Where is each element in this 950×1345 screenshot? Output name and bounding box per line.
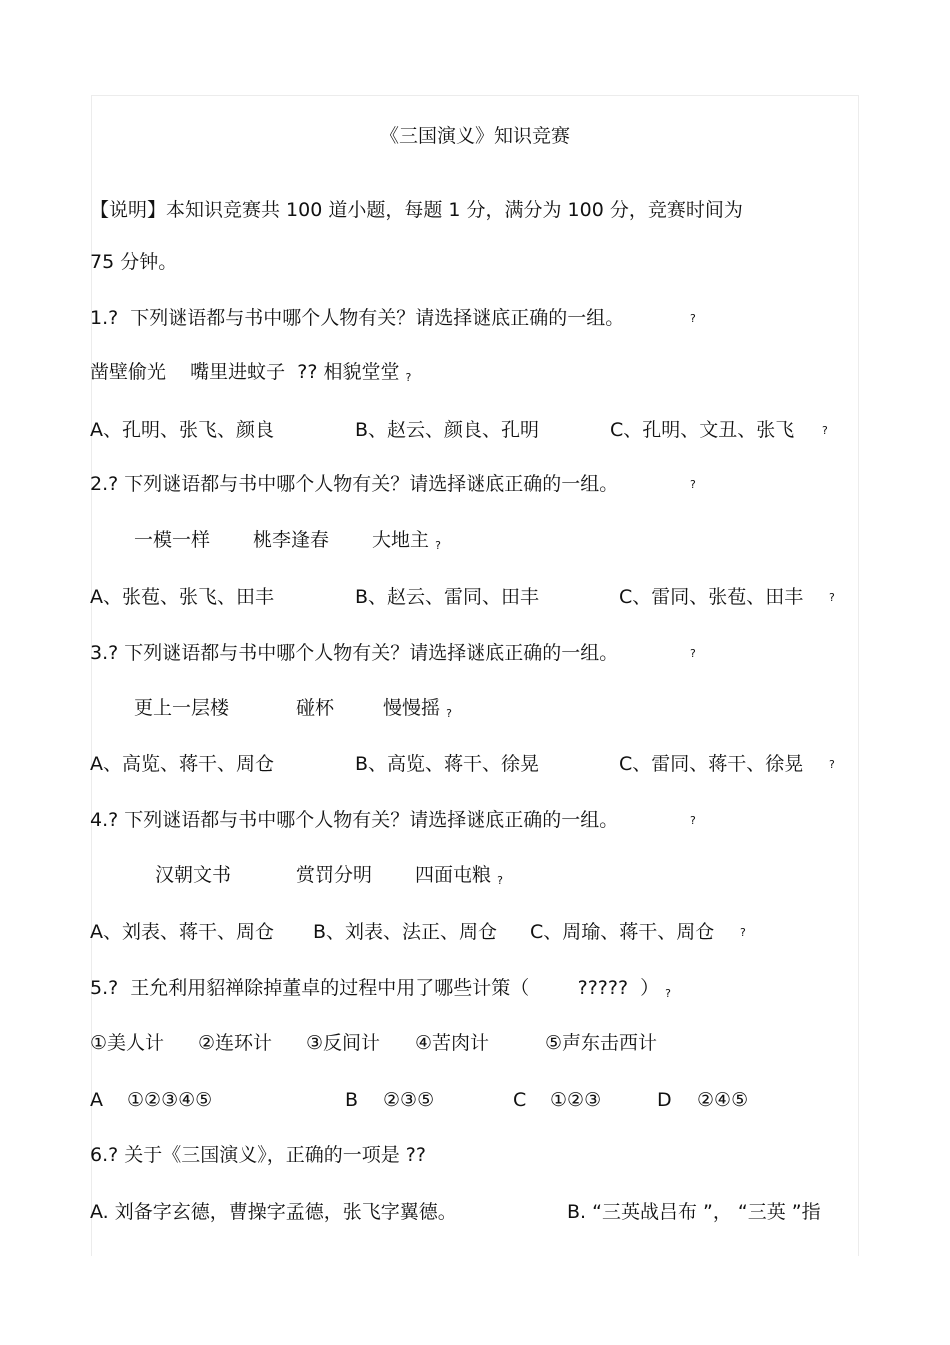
q4-option-mark: ? bbox=[740, 926, 746, 939]
q3-option-a: A、高览、蒋干、周仓 bbox=[90, 753, 274, 775]
q2-stem: 2.? 下列谜语都与书中哪个人物有关？请选择谜底正确的一组。 bbox=[90, 473, 619, 495]
q5-option-a-letter: A bbox=[90, 1089, 103, 1111]
q3-stem-mark: ? bbox=[690, 647, 696, 660]
intro-line-1: 【说明】本知识竞赛共 100 道小题，每题 1 分，满分为 100 分，竞赛时间为 bbox=[90, 199, 743, 221]
q2-option-b: B、赵云、雷同、田丰 bbox=[355, 586, 540, 608]
q4-stem-mark: ? bbox=[690, 814, 696, 827]
q1-option-a: A、孔明、张飞、颜良 bbox=[90, 419, 274, 441]
intro-line-2: 75 分钟。 bbox=[90, 251, 178, 273]
q1-option-b: B、赵云、颜良、孔明 bbox=[355, 419, 540, 441]
q4-stem: 4.? 下列谜语都与书中哪个人物有关？请选择谜底正确的一组。 bbox=[90, 809, 619, 831]
q5-strategy-3: ③反间计 bbox=[306, 1032, 381, 1054]
q3-riddle-3: 慢慢摇 ? bbox=[383, 697, 452, 720]
q5-strategy-2: ②连环计 bbox=[198, 1032, 273, 1054]
q4-riddle-2: 赏罚分明 bbox=[296, 864, 373, 886]
q6-option-b: B. “三英战吕布 ”， “三英 ”指 bbox=[567, 1201, 821, 1223]
q2-riddle-1: 一模一样 bbox=[134, 529, 211, 551]
q6-stem: 6.? 关于《三国演义》，正确的一项是 ?? bbox=[90, 1144, 426, 1166]
q5-option-c-letter: C bbox=[513, 1089, 527, 1111]
q2-riddle-3: 大地主 ? bbox=[372, 529, 441, 552]
q4-option-c: C、周瑜、蒋干、周仓 bbox=[530, 921, 715, 943]
q5-option-a-value: ①②③④⑤ bbox=[127, 1089, 213, 1111]
q5-strategy-4: ④苦肉计 bbox=[415, 1032, 490, 1054]
q3-option-b: B、高览、蒋干、徐晃 bbox=[355, 753, 540, 775]
q2-stem-mark: ? bbox=[690, 478, 696, 491]
q4-option-b: B、刘表、法正、周仓 bbox=[313, 921, 498, 943]
q2-option-a: A、张苞、张飞、田丰 bbox=[90, 586, 274, 608]
q1-riddles: 凿壁偷光 嘴里进蚊子 ?? 相貌堂堂 ? bbox=[90, 361, 412, 384]
q3-riddle-1: 更上一层楼 bbox=[134, 697, 230, 719]
q2-option-mark: ? bbox=[829, 591, 835, 604]
q4-option-a: A、刘表、蒋干、周仓 bbox=[90, 921, 274, 943]
q1-option-mark: ? bbox=[822, 424, 828, 437]
q1-stem: 1.? 下列谜语都与书中哪个人物有关？请选择谜底正确的一组。 bbox=[90, 307, 625, 329]
q3-option-mark: ? bbox=[829, 758, 835, 771]
q1-stem-mark: ? bbox=[690, 312, 696, 325]
q2-option-c: C、雷同、张苞、田丰 bbox=[619, 586, 804, 608]
q3-option-c: C、雷同、蒋干、徐晃 bbox=[619, 753, 804, 775]
q1-option-c: C、孔明、文丑、张飞 bbox=[610, 419, 795, 441]
q5-option-b-letter: B bbox=[345, 1089, 359, 1111]
q5-option-d-letter: D bbox=[657, 1089, 672, 1111]
q2-riddle-2: 桃李逢春 bbox=[253, 529, 330, 551]
q5-strategy-5: ⑤声东击西计 bbox=[545, 1032, 658, 1054]
q4-riddle-1: 汉朝文书 bbox=[155, 864, 232, 886]
page-border bbox=[91, 95, 859, 1256]
q3-riddle-2: 碰杯 bbox=[296, 697, 335, 719]
document-title: 《三国演义》知识竞赛 bbox=[379, 125, 570, 147]
q6-option-a: A. 刘备字玄德，曹操字孟德，张飞字翼德。 bbox=[90, 1201, 457, 1223]
q5-strategy-1: ①美人计 bbox=[90, 1032, 165, 1054]
q4-riddle-3: 四面屯粮 ? bbox=[415, 864, 503, 887]
q5-option-b-value: ②③⑤ bbox=[383, 1089, 435, 1111]
q5-stem: 5.? 王允利用貂禅除掉董卓的过程中用了哪些计策（ ????? ） ? bbox=[90, 977, 672, 1000]
q5-option-d-value: ②④⑤ bbox=[697, 1089, 749, 1111]
q3-stem: 3.? 下列谜语都与书中哪个人物有关？请选择谜底正确的一组。 bbox=[90, 642, 619, 664]
q5-option-c-value: ①②③ bbox=[550, 1089, 602, 1111]
